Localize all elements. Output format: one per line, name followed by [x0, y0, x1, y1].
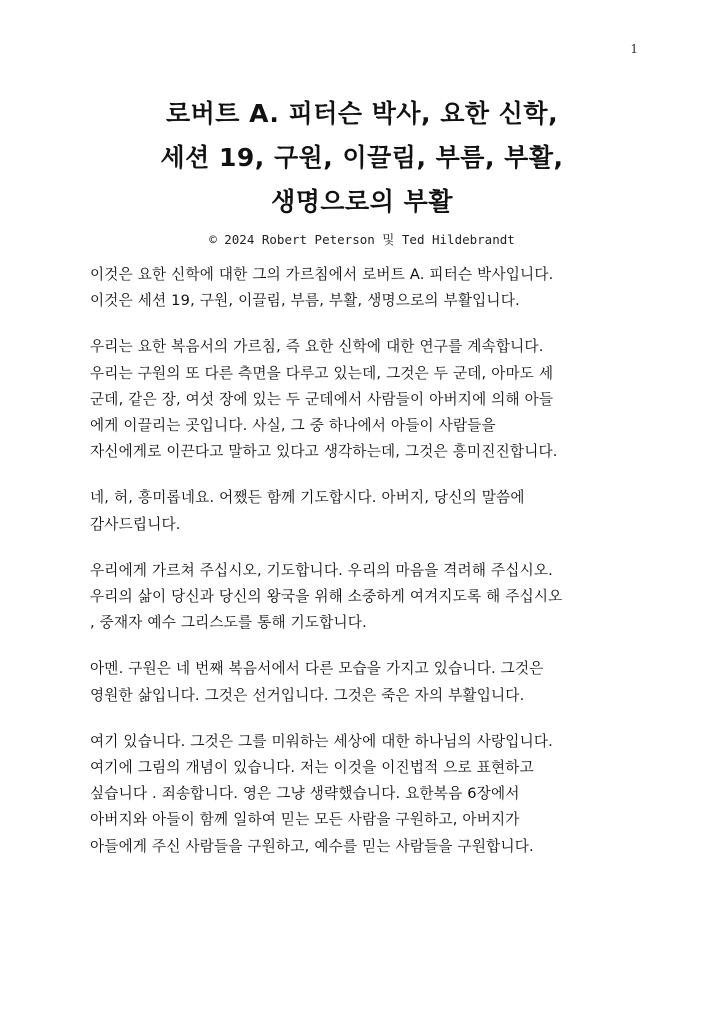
text-line: 이것은 세션 19, 구원, 이끌림, 부름, 부활, 생명으로의 부활입니다. — [90, 292, 520, 310]
text-line: 아멘. 구원은 네 번째 복음서에서 다른 모습을 가지고 있습니다. 그것은 — [90, 660, 544, 678]
text-line: 우리는 요한 복음서의 가르침, 즉 요한 신학에 대한 연구를 계속합니다. — [90, 338, 544, 356]
paragraph-5 — [90, 656, 650, 708]
text-line: 이것은 요한 신학에 대한 그의 가르침에서 로버트 A. 피터슨 박사입니다. — [90, 266, 554, 283]
title-block — [0, 92, 724, 248]
text-line: 아들에게 주신 사람들을 구원하고, 예수를 믿는 사람들을 구원합니다. — [90, 837, 534, 855]
copyright-notice: © 2024 Robert Peterson 및 Ted Hildebrandt — [209, 232, 515, 247]
paragraph-4 — [90, 558, 650, 637]
paragraph-1 — [90, 262, 650, 314]
title-line-2: 세션 19, 구원, 이끌림, 부름, 부활, — [160, 143, 564, 172]
text-line: 네, 허, 흥미롭네요. 어쨌든 함께 기도합시다. 아버지, 당신의 말씀에 — [90, 489, 525, 507]
text-line: 여기에 그림의 개념이 있습니다. 저는 이것을 이진법적 으로 표현하고 — [90, 759, 534, 777]
text-line: 에게 이끌리는 곳입니다. 사실, 그 중 하나에서 아들이 사람들을 — [90, 417, 496, 435]
page-number: 1 — [630, 42, 638, 56]
text-line: 우리는 구원의 또 다른 측면을 다루고 있는데, 그것은 두 군데, 아마도 세 — [90, 364, 554, 382]
paragraph-3 — [90, 485, 650, 537]
title-line-3: 생명으로의 부활 — [271, 187, 453, 216]
text-line: 영원한 삶입니다. 그것은 선거입니다. 그것은 죽은 자의 부활입니다. — [90, 686, 525, 704]
document-body — [90, 262, 650, 880]
title-line-1: 로버트 A. 피터슨 박사, 요한 신학, — [165, 99, 559, 128]
text-line: 여기 있습니다. 그것은 그를 미워하는 세상에 대한 하나님의 사랑입니다. — [90, 732, 554, 750]
text-line: , 중재자 예수 그리스도를 통해 기도합니다. — [90, 614, 367, 632]
text-line: 싶습니다 . 죄송합니다. 영은 그냥 생략했습니다. 요한복음 6장에서 — [90, 785, 520, 803]
text-line: 우리에게 가르쳐 주십시오, 기도합니다. 우리의 마음을 격려해 주십시오. — [90, 561, 554, 579]
paragraph-2 — [90, 334, 650, 465]
text-line: 우리의 삶이 당신과 당신의 왕국을 위해 소중하게 여겨지도록 해 주십시오 — [90, 588, 563, 606]
text-line: 감사드립니다. — [90, 515, 181, 533]
text-line: 자신에게로 이끈다고 말하고 있다고 생각하는데, 그것은 흥미진진합니다. — [90, 443, 558, 461]
text-line: 아버지와 아들이 함께 일하여 믿는 모든 사람을 구원하고, 아버지가 — [90, 811, 520, 829]
text-line: 군데, 같은 장, 여섯 장에 있는 두 군데에서 사람들이 아버지에 의해 아들 — [90, 390, 554, 408]
paragraph-6 — [90, 729, 650, 860]
